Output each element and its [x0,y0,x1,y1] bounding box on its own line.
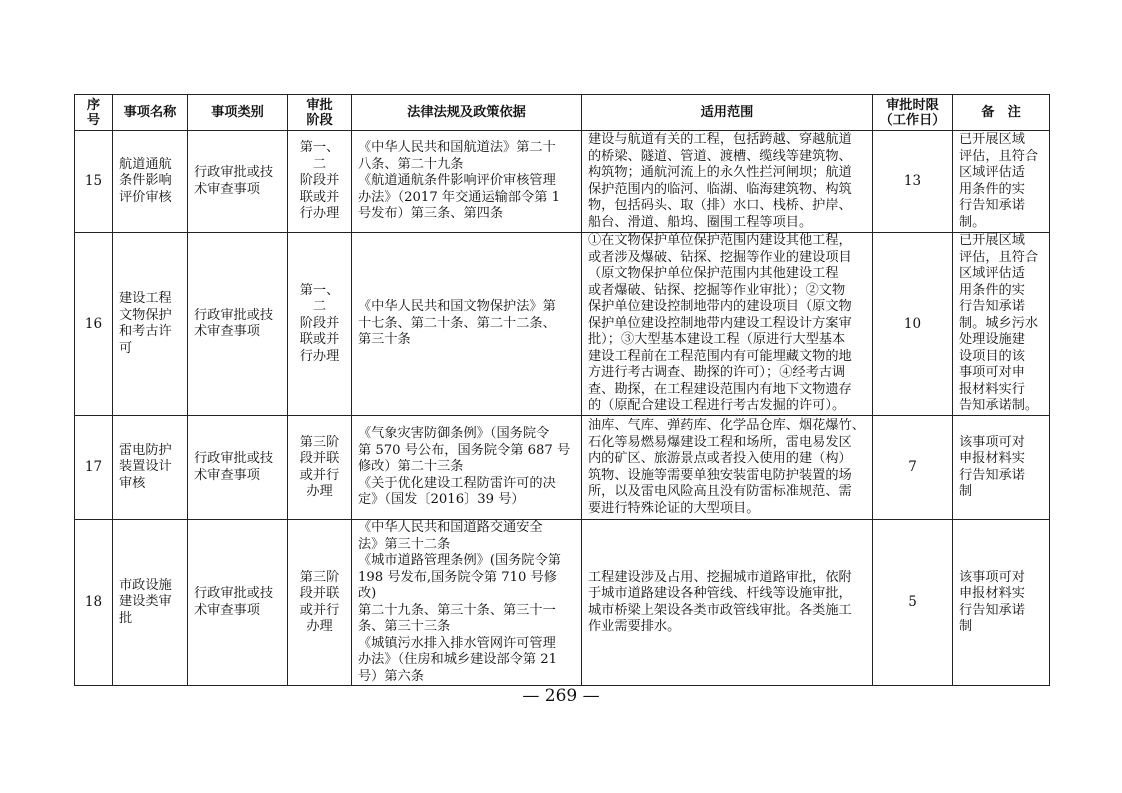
header-item-name: 事项名称 [113,95,188,131]
cell-item-name: 市政设施 建设类审 批 [113,520,188,686]
cell-time-limit: 5 [873,520,953,686]
cell-seq: 15 [75,131,113,233]
cell-approval-stage: 第一、二 阶段并 联或并 行办理 [288,131,352,233]
header-time-limit: 审批时限 （工作日） [873,95,953,131]
cell-legal-basis: 《气象灾害防御条例》（国务院令 第 570 号公布，国务院令第 687 号 修改）第二十三条 《关于优化建设工程防雷许可的决 定》（国发〔2016〕39 号） [352,416,582,520]
header-scope: 适用范围 [582,95,873,131]
cell-remark: 已开展区域 评估，且符合 区域评估适 用条件的实 行告知承诺 制。城乡污水 处理设施建 设项目的该 事项可对申 报材料实行 告知承诺制。 [953,233,1050,416]
cell-item-name: 建设工程 文物保护 和考古许 可 [113,233,188,416]
approval-items-table [74,94,1050,686]
header-remark: 备 注 [953,95,1050,131]
cell-item-category: 行政审批或技 术审查事项 [188,416,288,520]
cell-remark: 该事项可对 申报材料实 行告知承诺 制 [953,520,1050,686]
table-row [75,416,1050,520]
header-approval-stage: 审批 阶段 [288,95,352,131]
cell-time-limit: 13 [873,131,953,233]
cell-legal-basis: 《中华人民共和国道路交通安全 法》第三十二条 《城市道路管理条例》(国务院令第 198 号发布,国务院令第 710 号修改) 第二十九条、第三十条、第三十一 条、第三十三条 《城镇污水排入排水管网许可管理 办法》（住房和城乡建设部令第 21 号）第六条 [352,520,582,686]
cell-seq: 16 [75,233,113,416]
header-seq: 序 号 [75,95,113,131]
cell-approval-stage: 第一、二 阶段并 联或并 行办理 [288,233,352,416]
cell-approval-stage: 第三阶 段并联 或并行 办理 [288,416,352,520]
cell-scope: 建设与航道有关的工程，包括跨越、穿越航道 的桥梁、隧道、管道、渡槽、缆线等建筑物、 构筑物；通航河流上的永久性拦河闸坝；航道 保护范围内的临河、临湖、临海建筑物、构筑 物，包括码头、取（排）水口、栈桥、护岸、 船台、滑道、船坞、圈围工程等项目。 [582,131,873,233]
table-row [75,131,1050,233]
cell-time-limit: 7 [873,416,953,520]
cell-legal-basis: 《中华人民共和国文物保护法》第 十七条、第二十条、第二十二条、 第三十条 [352,233,582,416]
cell-item-name: 航道通航 条件影响 评价审核 [113,131,188,233]
cell-item-category: 行政审批或技 术审查事项 [188,233,288,416]
table-row [75,233,1050,416]
cell-item-name: 雷电防护 装置设计 审核 [113,416,188,520]
cell-time-limit: 10 [873,233,953,416]
table-header-row [75,95,1050,131]
page-number: — 269 — [522,686,600,706]
cell-remark: 已开展区域 评估，且符合 区域评估适 用条件的实 行告知承诺 制。 [953,131,1050,233]
cell-seq: 17 [75,416,113,520]
cell-approval-stage: 第三阶 段并联 或并行 办理 [288,520,352,686]
cell-item-category: 行政审批或技 术审查事项 [188,520,288,686]
cell-item-category: 行政审批或技 术审查事项 [188,131,288,233]
table-row [75,520,1050,686]
cell-scope: ①在文物保护单位保护范围内建设其他工程， 或者涉及爆破、钻探、挖掘等作业的建设项目 （原文物保护单位保护范围内其他建设工程 或者爆破、钻探、挖掘等作业审批）；②文物 保护单位建设控制地带内的建设项目（原文物 保护单位建设控制地带内建设工程设计方案审 批）；③大型基本建设工程（原进行大型基本 建设工程前在工程范围内有可能埋藏文物的地 方进行考古调查、勘探的许可）；④经考古调 查、勘探，在工程建设范围内有地下文物遗存 的（原配合建设工程进行考古发掘的许可）。 [582,233,873,416]
cell-scope: 工程建设涉及占用、挖掘城市道路审批，依附 于城市道路建设各种管线、杆线等设施审批， 城市桥梁上架设各类市政管线审批。各类施工 作业需要排水。 [582,520,873,686]
cell-remark: 该事项可对 申报材料实 行告知承诺 制 [953,416,1050,520]
cell-scope: 油库、气库、弹药库、化学品仓库、烟花爆竹、 石化等易燃易爆建设工程和场所，雷电易发区 内的矿区、旅游景点或者投入使用的建（构） 筑物、设施等需要单独安装雷电防护装置的场 所，以及雷电风险高且没有防雷标准规范、需 要进行特殊论证的大型项目。 [582,416,873,520]
header-item-category: 事项类别 [188,95,288,131]
cell-legal-basis: 《中华人民共和国航道法》第二十 八条、第二十九条 《航道通航条件影响评价审核管理 办法》（2017 年交通运输部令第 1 号发布）第三条、第四条 [352,131,582,233]
header-legal-basis: 法律法规及政策依据 [352,95,582,131]
cell-seq: 18 [75,520,113,686]
